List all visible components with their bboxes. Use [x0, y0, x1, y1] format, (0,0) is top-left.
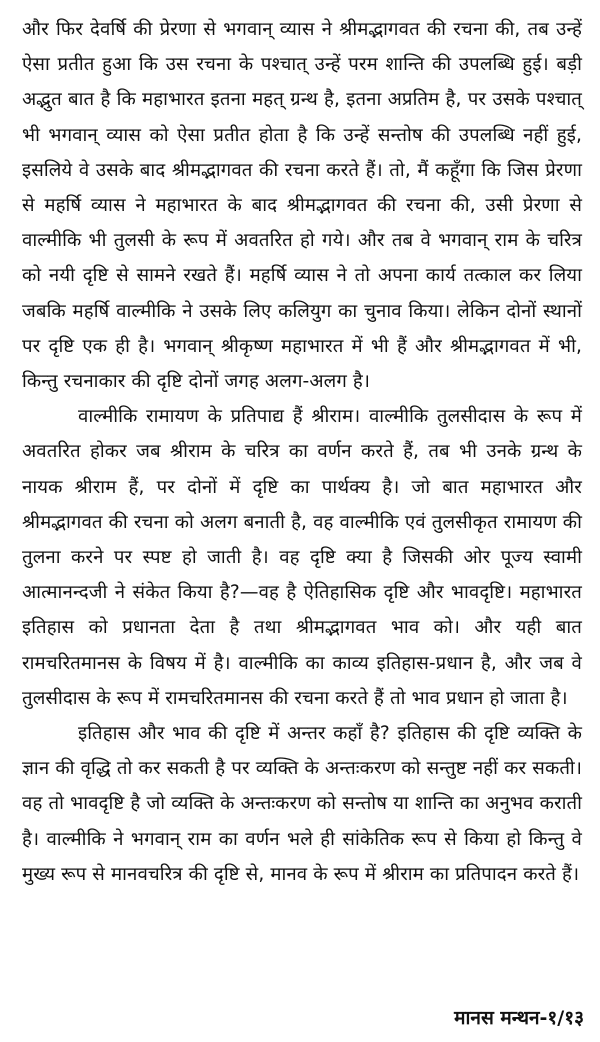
- page-body: [22, 12, 582, 892]
- paragraph-1: और फिर देवर्षि की प्रेरणा से भगवान् व्यास ने श्रीमद्भागवत की रचना की, तब उन्हें ऐसा प्रतीत हुआ कि उस रचना के पश्चात् उन्हें परम शान्ति की उपलब्धि हुई। बड़ी अद्भुत बात है कि महाभारत इतना महत् ग्रन्थ है, इतना अप्रतिम है, पर उसके पश्चात् भी भगवान् व्यास को ऐसा प्रतीत होता है कि उन्हें सन्तोष की उपलब्धि नहीं हुई, इसलिये वे उसके बाद श्रीमद्भागवत की रचना करते हैं। तो, मैं कहूँगा कि जिस प्रेरणा से महर्षि व्यास ने महाभारत के बाद श्रीमद्भागवत की रचना की, उसी प्रेरणा से वाल्मीकि भी तुलसी के रूप में अवतरित हो गये। और तब वे भगवान् राम के चरित्र को नयी दृष्टि से सामने रखते हैं। महर्षि व्यास ने तो अपना कार्य तत्काल कर लिया जबकि महर्षि वाल्मीकि ने उसके लिए कलियुग का चुनाव किया। लेकिन दोनों स्थानों पर दृष्टि एक ही है। भगवान् श्रीकृष्ण महाभारत में भी हैं और श्रीमद्भागवत में भी, किन्तु रचनाकार की दृष्टि दोनों जगह अलग-अलग है।: [22, 19, 582, 393]
- page-footer: मानस मन्थन-१/१३: [454, 1007, 584, 1029]
- paragraph-2: वाल्मीकि रामायण के प्रतिपाद्य हैं श्रीराम। वाल्मीकि तुलसीदास के रूप में अवतरित होकर जब श्रीराम के चरित्र का वर्णन करते हैं, तब भी उनके ग्रन्थ के नायक श्रीराम हैं, पर दोनों में दृष्टि का पार्थक्य है। जो बात महाभारत और श्रीमद्भागवत की रचना को अलग बनाती है, वह वाल्मीकि एवं तुलसीकृत रामायण की तुलना करने पर स्पष्ट हो जाती है। वह दृष्टि क्या है जिसकी ओर पूज्य स्वामी आत्मानन्दजी ने संकेत किया है?—वह है ऐतिहासिक दृष्टि और भावदृष्टि। महाभारत इतिहास को प्रधानता देता है तथा श्रीमद्भागवत भाव को। और यही बात रामचरितमानस के विषय में है। वाल्मीकि का काव्य इतिहास-प्रधान है, और जब वे तुलसीदास के रूप में रामचरितमानस की रचना करते हैं तो भाव प्रधान हो जाता है।: [22, 406, 582, 709]
- paragraph-3: इतिहास और भाव की दृष्टि में अन्तर कहाँ है? इतिहास की दृष्टि व्यक्ति के ज्ञान की वृद्धि तो कर सकती है पर व्यक्ति के अन्तःकरण को सन्तुष्ट नहीं कर सकती। वह तो भावदृष्टि है जो व्यक्ति के अन्तःकरण को सन्तोष या शान्ति का अनुभव कराती है। वाल्मीकि ने भगवान् राम का वर्णन भले ही सांकेतिक रूप से किया हो किन्तु वे मुख्य रूप से मानवचरित्र की दृष्टि से, मानव के रूप में श्रीराम का प्रतिपादन करते हैं।: [22, 723, 582, 885]
